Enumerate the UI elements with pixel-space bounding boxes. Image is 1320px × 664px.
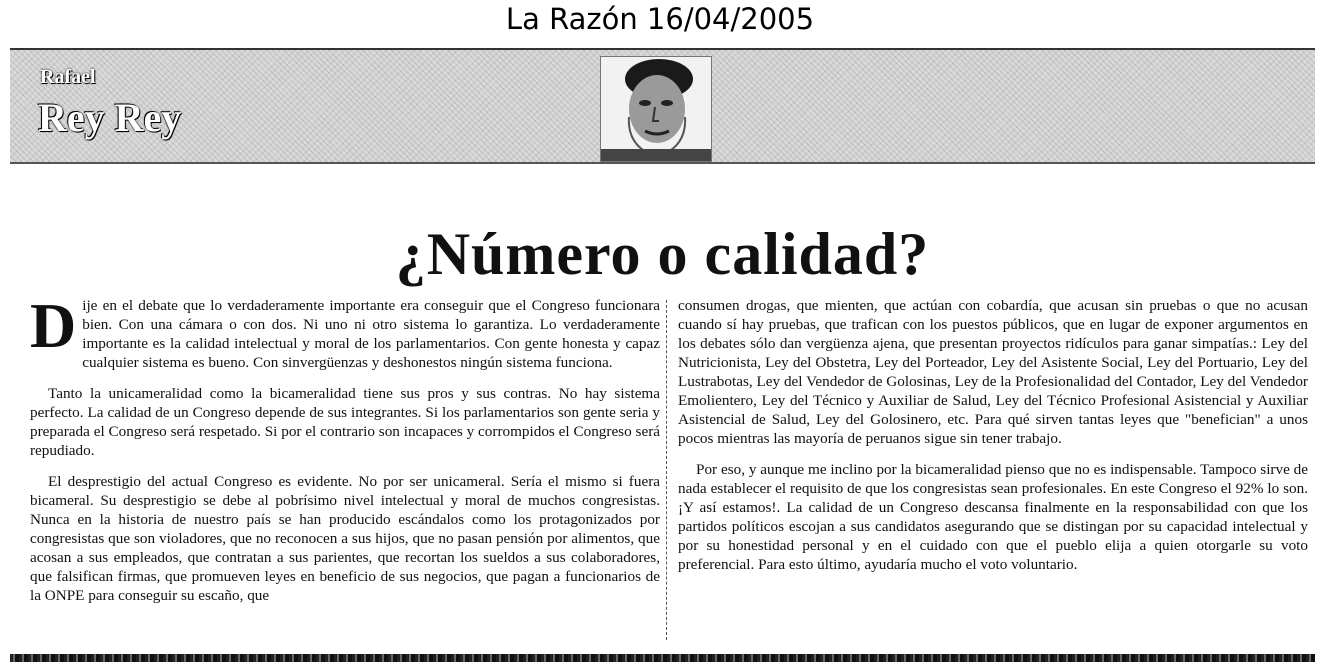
paragraph: Por eso, y aunque me inclino por la bicameralidad pienso que no es indispensable. Tampoco sirve de nada establecer el requisito de que los congresistas sean profesionales. En este Congreso el 92% lo son. ¡Y así estamos!. La calidad de un Congreso descansa finalmente en la responsabilidad con que los partidos políticos escojan a sus candidatos asegurando que se distingan por su capacidad intelectual y por su honestidad personal y en el cuidado con que el pueblo elija a quien otorgarle su voto preferencial. Para esto último, ayudaría mucho el voto voluntario. [678,461,1308,573]
drop-cap: D [30,290,77,361]
bottom-rule [10,654,1315,662]
paragraph-text: ije en el debate que lo verdaderamente importante era conseguir que el Congreso funcionara bien. Con una cámara o con dos. Ni uno ni otro sistema lo garantiza. Lo verdaderamente importante es la calidad intelectual y moral de los parlamentarios. Con gente honesta y capaz cualquier sistema es bueno. Con sinvergüenzas y deshonestos ningún sistema funciona. [82,297,660,371]
author-first-name: Rafael [40,66,96,88]
paragraph: Tanto la unicameralidad como la bicameralidad tiene sus pros y sus contras. No hay sistema perfecto. La calidad de un Congreso depende de sus integrantes. Si los parlamentarios son gente seria y preparada el Congreso será respetado. Si por el contrario son incapaces y corrompidos el Congreso será repudiado. [30,385,660,459]
author-portrait-icon [600,56,712,162]
author-last-name: Rey Rey [38,95,182,140]
paragraph: consumen drogas, que mienten, que actúan con cobardía, que acusan sin pruebas o que no acusan cuando sí hay pruebas, que trafican con los puestos públicos, que en lugar de exponer argumentos en los debates sólo dan vergüenza ajena, que presentan proyectos ridículos para ganar simpatías.: Ley del Nutricionista, Ley del Obstetra, Ley del Porteador, Ley del Asistente Social, Ley del Portuario, Ley del Lustrabotas, Ley del Vendedor de Golosinas, Ley de la Profesionalidad del Contador, Ley del Vendedor Emolientero, Ley del Técnico y Auxiliar de Salud, Ley del Técnico Profesional Asistencial y Auxiliar Asistencial de Salud, Ley del Golosinero, etc. Para qué sirven tantas leyes que "benefician" a unos pocos mientras las mayoría de peruanos sigue sin tener trabajo. [678,297,1308,447]
article-column-left [30,290,660,617]
column-divider [666,300,667,640]
newspaper-clipping [10,48,1315,662]
column-header-band [10,50,1315,164]
paragraph: El desprestigio del actual Congreso es evidente. No por ser unicameral. Sería el mismo si fuera bicameral. Su desprestigio se debe al pobrísimo nivel intelectual y moral de muchos congresistas. Nunca en la historia de nuestro país se han producido escándalos como los protagonizados por congresistas que son violadores, que no reconocen a sus hijos, que no pasan pensión por alimentos, que acosan a sus empleados, que contratan a sus parientes, que recortan los sueldos a sus colaboradores, que falsifican firmas, que promueven leyes en beneficio de sus negocios, que pagan a funcionarios de la ONPE para conseguir su escaño, que [30,473,660,604]
paragraph [30,290,660,372]
source-date-heading: La Razón 16/04/2005 [505,2,815,36]
article-headline: ¿Número o calidad? [395,221,930,287]
article-column-right [678,296,1308,586]
